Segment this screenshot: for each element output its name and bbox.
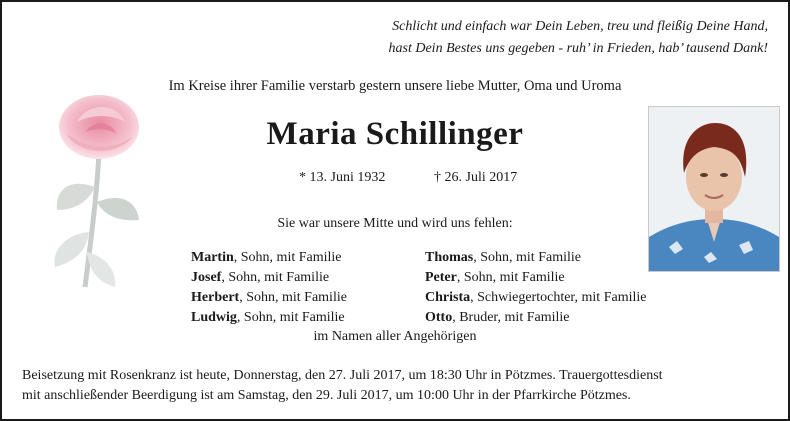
relative-name: Christa bbox=[425, 290, 471, 305]
list-item bbox=[191, 248, 347, 268]
relative-name: Herbert bbox=[191, 290, 240, 305]
relative-relation: , Sohn, mit Familie bbox=[239, 290, 347, 305]
deceased-name: Maria Schillinger bbox=[266, 116, 524, 152]
relative-name: Josef bbox=[191, 270, 222, 285]
portrait-photo bbox=[648, 106, 780, 272]
relative-relation: , Sohn, mit Familie bbox=[473, 250, 581, 265]
relative-relation: , Sohn, mit Familie bbox=[236, 310, 345, 325]
missed-statement: Sie war unsere Mitte und wird uns fehlen: bbox=[277, 216, 513, 231]
poem-line-1: Schlicht und einfach war Dein Leben, treu und fleißig Deine Hand, bbox=[392, 19, 768, 34]
list-item bbox=[425, 308, 646, 328]
family-list-right bbox=[425, 248, 646, 328]
memorial-poem bbox=[389, 16, 768, 60]
intro-text: Im Kreise ihrer Familie verstarb gestern unsere liebe Mutter, Oma und Uroma bbox=[168, 78, 622, 94]
poem-line-2: hast Dein Bestes uns gegeben - ruh’ in Frieden, hab’ tausend Dank! bbox=[388, 41, 768, 56]
relative-name: Peter bbox=[425, 270, 457, 285]
on-behalf-text: im Namen aller Angehörigen bbox=[313, 329, 477, 344]
relative-name: Thomas bbox=[425, 250, 474, 265]
list-item bbox=[425, 248, 646, 268]
list-item bbox=[191, 268, 347, 288]
family-list-left bbox=[191, 248, 347, 328]
relative-relation: , Sohn, mit Familie bbox=[456, 270, 565, 285]
funeral-line-1: Beisetzung mit Rosenkranz ist heute, Donnerstag, den 27. Juli 2017, um 18:30 Uhr in Pötzmes. Trauergottesdienst bbox=[22, 368, 663, 383]
birth-date: * 13. Juni 1932 bbox=[299, 170, 386, 185]
funeral-details bbox=[22, 366, 772, 406]
list-item bbox=[191, 288, 347, 308]
relative-relation: , Sohn, mit Familie bbox=[221, 270, 330, 285]
list-item bbox=[191, 308, 347, 328]
funeral-line-2: mit anschließender Beerdigung ist am Samstag, den 29. Juli 2017, um 10:00 Uhr in der Pfarrkirche Pötzmes. bbox=[22, 388, 631, 403]
death-date: † 26. Juli 2017 bbox=[434, 170, 518, 185]
relative-relation: , Sohn, mit Familie bbox=[233, 250, 342, 265]
list-item bbox=[425, 288, 646, 308]
relative-name: Otto bbox=[425, 310, 453, 325]
relative-name: Martin bbox=[191, 250, 234, 265]
relative-relation: , Schwiegertochter, mit Familie bbox=[470, 290, 647, 305]
relative-name: Ludwig bbox=[191, 310, 237, 325]
list-item bbox=[425, 268, 646, 288]
relative-relation: , Bruder, mit Familie bbox=[452, 310, 570, 325]
